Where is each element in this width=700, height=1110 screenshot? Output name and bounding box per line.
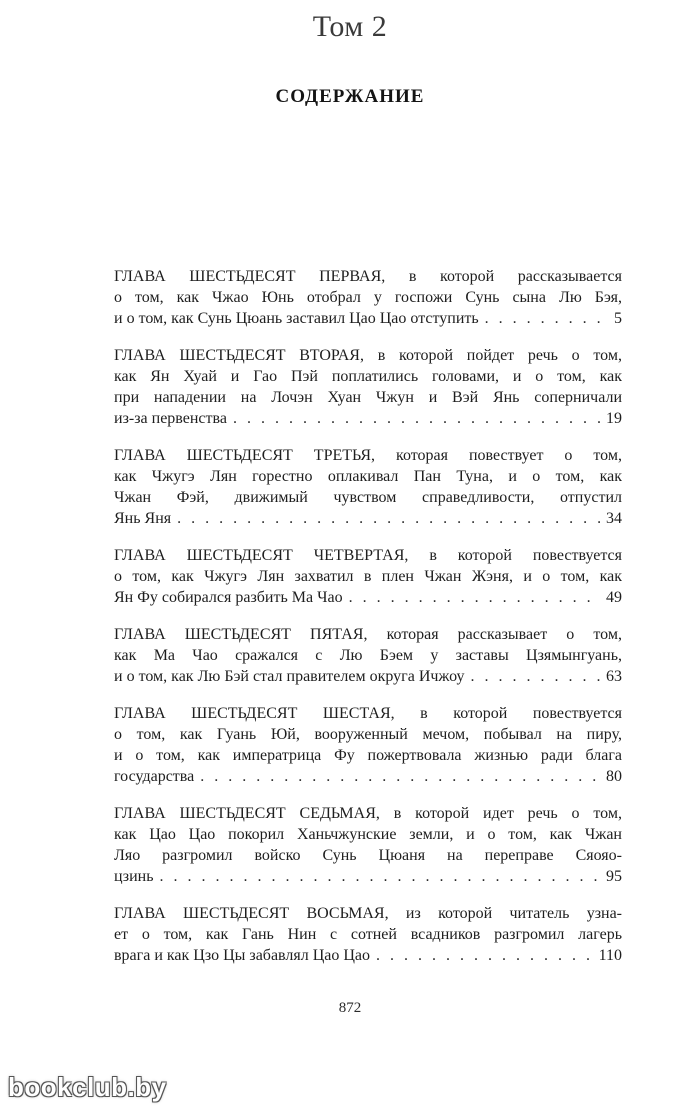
toc-entry-text-line: ГЛАВА ШЕСТЬДЕСЯТ ПЯТАЯ, которая рассказывает о том,	[114, 626, 622, 643]
volume-title: Том 2	[312, 10, 388, 43]
toc-page-number[interactable]: 110	[598, 947, 622, 964]
toc-entry-chapter-64[interactable]	[114, 545, 622, 608]
toc-entry-text-line: врага и как Цзо Цы забавлял Цао Цао	[114, 947, 371, 964]
dot-leader	[233, 408, 600, 429]
toc-page-number[interactable]: 80	[606, 768, 622, 785]
toc-entry-text-line: Янь Яня	[114, 510, 172, 527]
toc-entry-text-line: при нападении на Лочэн Хуан Чжун и Вэй Янь соперничали	[114, 389, 622, 406]
toc-entry-text-line: как Ян Хуай и Гао Пэй поплатились головами, и о том, как	[114, 368, 622, 385]
toc-entry-chapter-67[interactable]	[114, 803, 622, 887]
toc-page-number[interactable]: 49	[606, 589, 622, 606]
dot-leader	[485, 308, 608, 329]
toc-entry-text-line: Ляо разгромил войско Сунь Цюаня на переправе Сяояо-	[114, 847, 622, 864]
toc-entry-text-line: и о том, как императрица Фу пожертвовала жизнью ради блага	[114, 747, 622, 764]
toc-entry-text-line: ет о том, как Гань Нин с сотней всадников разгромил лагерь	[114, 926, 622, 943]
toc-entry-text-line: ГЛАВА ШЕСТЬДЕСЯТ ВОСЬМАЯ, из которой читатель узна-	[114, 905, 622, 922]
toc-entry-text-line: из-за первенства	[114, 410, 227, 427]
table-of-contents	[114, 266, 622, 982]
toc-entry-text-line: как Ма Чао сражался с Лю Бэем у заставы Цзямынгуань,	[114, 647, 622, 664]
toc-entry-text-line: ГЛАВА ШЕСТЬДЕСЯТ ВТОРАЯ, в которой пойдет речь о том,	[114, 347, 622, 364]
toc-entry-text-line: цзинь	[114, 868, 154, 885]
dot-leader	[470, 666, 600, 687]
toc-entry-text-line: государства	[114, 768, 195, 785]
dot-leader	[177, 508, 600, 529]
toc-entry-chapter-66[interactable]	[114, 703, 622, 787]
dot-leader	[376, 945, 593, 966]
toc-page-number[interactable]: 63	[606, 668, 622, 685]
toc-entry-text-line: как Чжугэ Лян горестно оплакивал Пан Туна, и о том, как	[114, 468, 622, 485]
dot-leader	[200, 766, 600, 787]
toc-entry-text-line: ГЛАВА ШЕСТЬДЕСЯТ ТРЕТЬЯ, которая повествует о том,	[114, 447, 622, 464]
toc-entry-chapter-68[interactable]	[114, 903, 622, 966]
toc-entry-text-line: Ян Фу собирался разбить Ма Чао	[114, 589, 343, 606]
toc-entry-text-line: ГЛАВА ШЕСТЬДЕСЯТ ЧЕТВЕРТАЯ, в которой повествуется	[114, 547, 622, 564]
toc-entry-chapter-62[interactable]	[114, 345, 622, 429]
toc-entry-text-line: ГЛАВА ШЕСТЬДЕСЯТ ПЕРВАЯ, в которой рассказывается	[114, 268, 622, 285]
toc-entry-text-line: и о том, как Сунь Цюань заставил Цао Цао отступить	[114, 310, 479, 327]
dot-leader	[160, 866, 601, 887]
toc-page-number[interactable]: 95	[606, 868, 622, 885]
toc-entry-text-line: о том, как Гуань Юй, вооруженный мечом, побывал на пиру,	[114, 726, 622, 743]
toc-entry-chapter-61[interactable]	[114, 266, 622, 329]
toc-page-number[interactable]: 34	[606, 510, 622, 527]
toc-page-number[interactable]: 5	[614, 310, 622, 327]
toc-entry-text-line: Чжан Фэй, движимый чувством справедливости, отпустил	[114, 489, 622, 506]
site-watermark: bookclub.by	[8, 1072, 167, 1102]
toc-entry-chapter-65[interactable]	[114, 624, 622, 687]
toc-entry-text-line: о том, как Чжугэ Лян захватил в плен Чжан Жэня, и о том, как	[114, 568, 622, 585]
toc-entry-text-line: ГЛАВА ШЕСТЬДЕСЯТ ШЕСТАЯ, в которой повествуется	[114, 705, 622, 722]
toc-entry-text-line: о том, как Чжао Юнь отобрал у госпожи Сунь сына Лю Бэя,	[114, 289, 622, 306]
page-number: 872	[338, 1000, 362, 1016]
toc-entry-text-line: и о том, как Лю Бэй стал правителем округа Ичжоу	[114, 668, 465, 685]
dot-leader	[349, 587, 600, 608]
contents-heading: СОДЕРЖАНИЕ	[275, 86, 425, 107]
toc-entry-chapter-63[interactable]	[114, 445, 622, 529]
toc-entry-text-line: ГЛАВА ШЕСТЬДЕСЯТ СЕДЬМАЯ, в которой идет речь о том,	[114, 805, 622, 822]
toc-entry-text-line: как Цао Цао покорил Ханьчжунские земли, и о том, как Чжан	[114, 826, 622, 843]
toc-page-number[interactable]: 19	[606, 410, 622, 427]
